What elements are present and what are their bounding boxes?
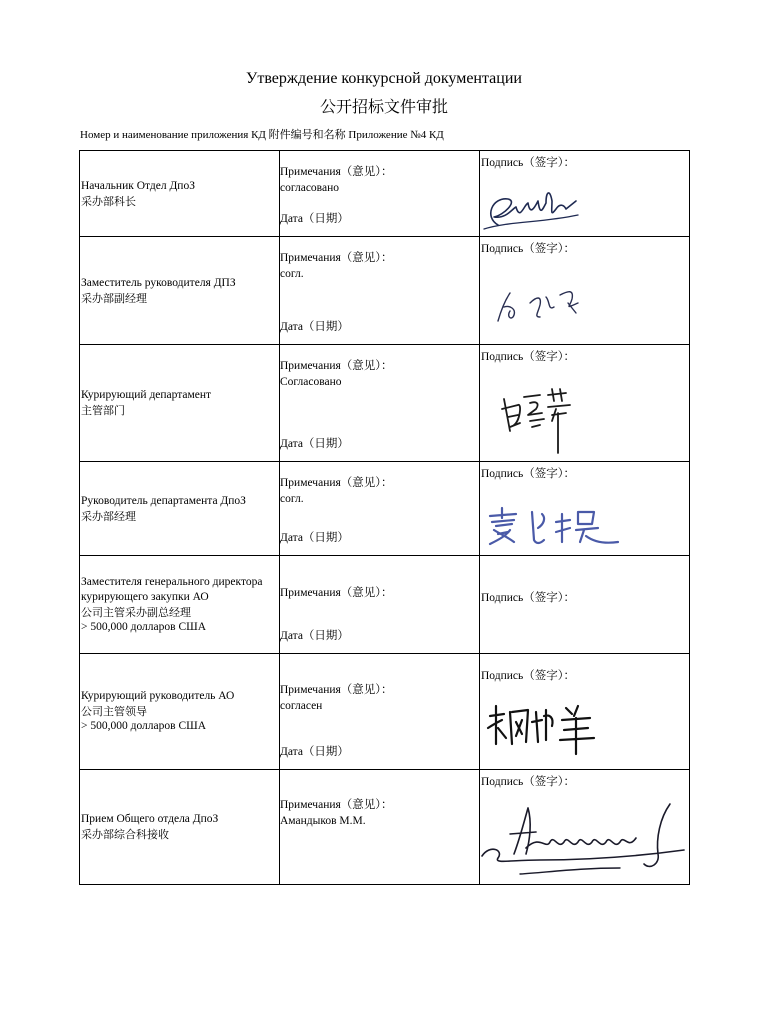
document-title-ru: Утверждение конкурсной документации xyxy=(246,70,522,87)
handwritten-signature xyxy=(488,277,598,333)
position-cell xyxy=(80,237,280,345)
position-cell xyxy=(80,770,280,885)
approval-table xyxy=(79,150,690,885)
notes-cell xyxy=(280,654,480,770)
signature-label: Подпись（签字）： xyxy=(481,592,575,604)
notes-cell xyxy=(280,462,480,556)
position-ru: Руководитель департамента ДпоЗ xyxy=(81,494,246,507)
signature-cell xyxy=(480,770,690,885)
position-ru: Начальник Отдел ДпоЗ xyxy=(81,179,195,192)
notes-label: Примечания（意见）： xyxy=(280,799,393,811)
signature-label: Подпись（签字）： xyxy=(481,776,575,788)
date-label: Дата（日期） xyxy=(280,532,349,544)
document-title-zh: 公开招标文件审批 xyxy=(319,97,448,116)
position-ru: Курирующий департамент xyxy=(81,389,212,401)
position-cell xyxy=(80,556,280,654)
note-value: согл. xyxy=(280,268,304,280)
handwritten-signature xyxy=(480,798,688,882)
note-value: согласовано xyxy=(280,182,339,194)
signature-cell xyxy=(480,345,690,462)
note-value: Согласовано xyxy=(280,376,342,388)
position-cell xyxy=(80,654,280,770)
date-label: Дата（日期） xyxy=(280,630,349,642)
notes-label: Примечания（意见）： xyxy=(280,477,393,489)
note-value: согласен xyxy=(280,700,323,712)
position-ru: Заместителя генерального директора курирующего закупки АО xyxy=(81,575,263,603)
table-row xyxy=(80,556,690,654)
notes-cell xyxy=(280,237,480,345)
note-value: согл. xyxy=(280,493,304,505)
position-zh: 公司主管领导 xyxy=(81,705,147,718)
notes-cell xyxy=(280,556,480,654)
notes-label: Примечания（意见）： xyxy=(280,360,393,372)
handwritten-signature xyxy=(482,698,602,762)
signature-label: Подпись（签字）： xyxy=(481,157,575,169)
position-ru: Прием Общего отдела ДпоЗ xyxy=(81,813,219,825)
signature-label: Подпись（签字）： xyxy=(481,468,575,480)
position-zh: 采办部副经理 xyxy=(81,291,147,305)
position-zh: 主管部门 xyxy=(81,404,125,417)
table-row xyxy=(80,237,690,345)
signature-cell xyxy=(480,151,690,237)
signature-cell xyxy=(480,462,690,556)
date-label: Дата（日期） xyxy=(280,213,349,225)
signature-label: Подпись（签字）： xyxy=(481,243,575,255)
signature-label: Подпись（签字）： xyxy=(481,670,575,682)
handwritten-signature xyxy=(480,181,590,237)
position-zh: 采办部经理 xyxy=(81,509,136,523)
table-row xyxy=(80,654,690,770)
position-ru: Курирующий руководитель АО xyxy=(81,690,235,702)
attachment-line: Номер и наименование приложения КД 附件编号和名称 Приложение №4 КД xyxy=(80,129,444,141)
note-value: Амандыков М.М. xyxy=(280,815,366,827)
position-zh: 采办部科长 xyxy=(81,194,136,208)
signature-label: Подпись（签字）： xyxy=(481,351,575,363)
threshold-note: > 500,000 долларов США xyxy=(81,720,207,732)
position-zh: 采办部综合科接收 xyxy=(81,828,169,841)
table-row xyxy=(80,462,690,556)
notes-label: Примечания（意见）： xyxy=(280,166,393,178)
signature-cell xyxy=(480,556,690,654)
handwritten-signature xyxy=(494,381,594,457)
table-row xyxy=(80,345,690,462)
table-row xyxy=(80,151,690,237)
position-cell xyxy=(80,151,280,237)
threshold-note: > 500,000 долларов США xyxy=(81,620,207,633)
notes-label: Примечания（意见）： xyxy=(280,587,393,599)
position-ru: Заместитель руководителя ДПЗ xyxy=(81,276,236,289)
handwritten-signature xyxy=(484,502,624,550)
notes-cell xyxy=(280,151,480,237)
date-label: Дата（日期） xyxy=(280,746,349,758)
notes-cell xyxy=(280,770,480,885)
signature-cell xyxy=(480,654,690,770)
position-cell xyxy=(80,345,280,462)
notes-label: Примечания（意见）： xyxy=(280,684,393,696)
date-label: Дата（日期） xyxy=(280,438,349,450)
notes-cell xyxy=(280,345,480,462)
notes-label: Примечания（意见）： xyxy=(280,252,393,264)
position-cell xyxy=(80,462,280,556)
signature-cell xyxy=(480,237,690,345)
table-row xyxy=(80,770,690,885)
date-label: Дата（日期） xyxy=(280,321,349,333)
position-zh: 公司主管采办副总经理 xyxy=(81,605,191,619)
